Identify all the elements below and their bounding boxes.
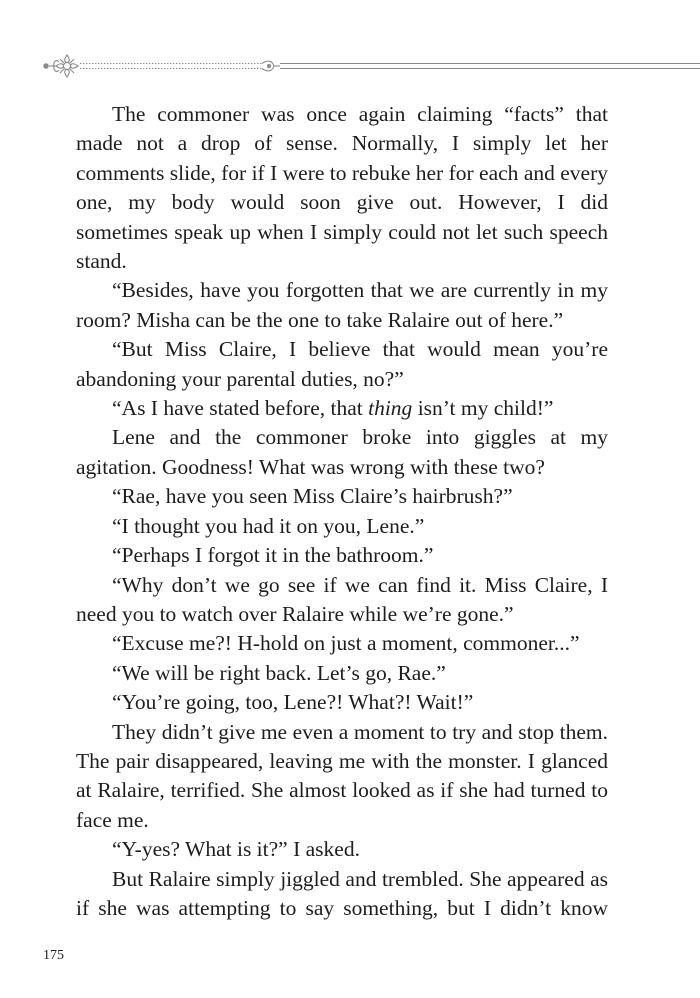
paragraph-9: “Why don’t we go see if we can find it. Miss Claire, I need you to watch over Ralaire while we’re gone.” [76, 572, 608, 626]
paragraph-6: “Rae, have you seen Miss Claire’s hairbrush?” [112, 484, 513, 509]
paragraph-4-before: “As I have stated before, that [112, 396, 369, 421]
paragraph-8: “Perhaps I forgot it in the bathroom.” [112, 543, 434, 568]
page-number: 175 [43, 948, 64, 963]
paragraph-4-after: isn’t my child!” [412, 396, 554, 421]
paragraph-14: “Y-yes? What is it?” I asked. [112, 837, 360, 862]
paragraph-2: “Besides, have you forgotten that we are currently in my room? Misha can be the one to take Ralaire out of here.” [76, 278, 608, 332]
paragraph-10: “Excuse me?! H-hold on just a moment, commoner...” [112, 631, 580, 656]
paragraph-13: They didn’t give me even a moment to try and stop them. The pair disappeared, leaving me with the monster. I glanced at Ralaire, terrified. She almost looked as if she had turned to face me. [76, 719, 608, 832]
paragraph-3: “But Miss Claire, I believe that would mean you’re abandoning your parental duties, no?” [76, 337, 608, 391]
paragraph-5: Lene and the commoner broke into giggles at my agitation. Goodness! What was wrong with these two? [76, 425, 608, 479]
paragraph-1: The commoner was once again claiming “facts” that made not a drop of sense. Normally, I simply let her comments slide, for if I were to rebuke her for each and every one, my body would soon give out. However, I did sometimes speak up when I simply could not let such speech stand. [76, 102, 608, 274]
paragraph-12: “You’re going, too, Lene?! What?! Wait!” [112, 690, 474, 715]
paragraph-7: “I thought you had it on you, Lene.” [112, 513, 425, 538]
body-text [76, 100, 608, 923]
paragraph-15: But Ralaire simply jiggled and trembled. She appeared as if she was attempting to say something, but I didn’t know [76, 866, 608, 920]
paragraph-11: “We will be right back. Let’s go, Rae.” [112, 660, 446, 685]
paragraph-4-emphasis: thing [368, 396, 413, 421]
header-ornament [40, 50, 700, 82]
paragraph-4 [76, 394, 608, 423]
